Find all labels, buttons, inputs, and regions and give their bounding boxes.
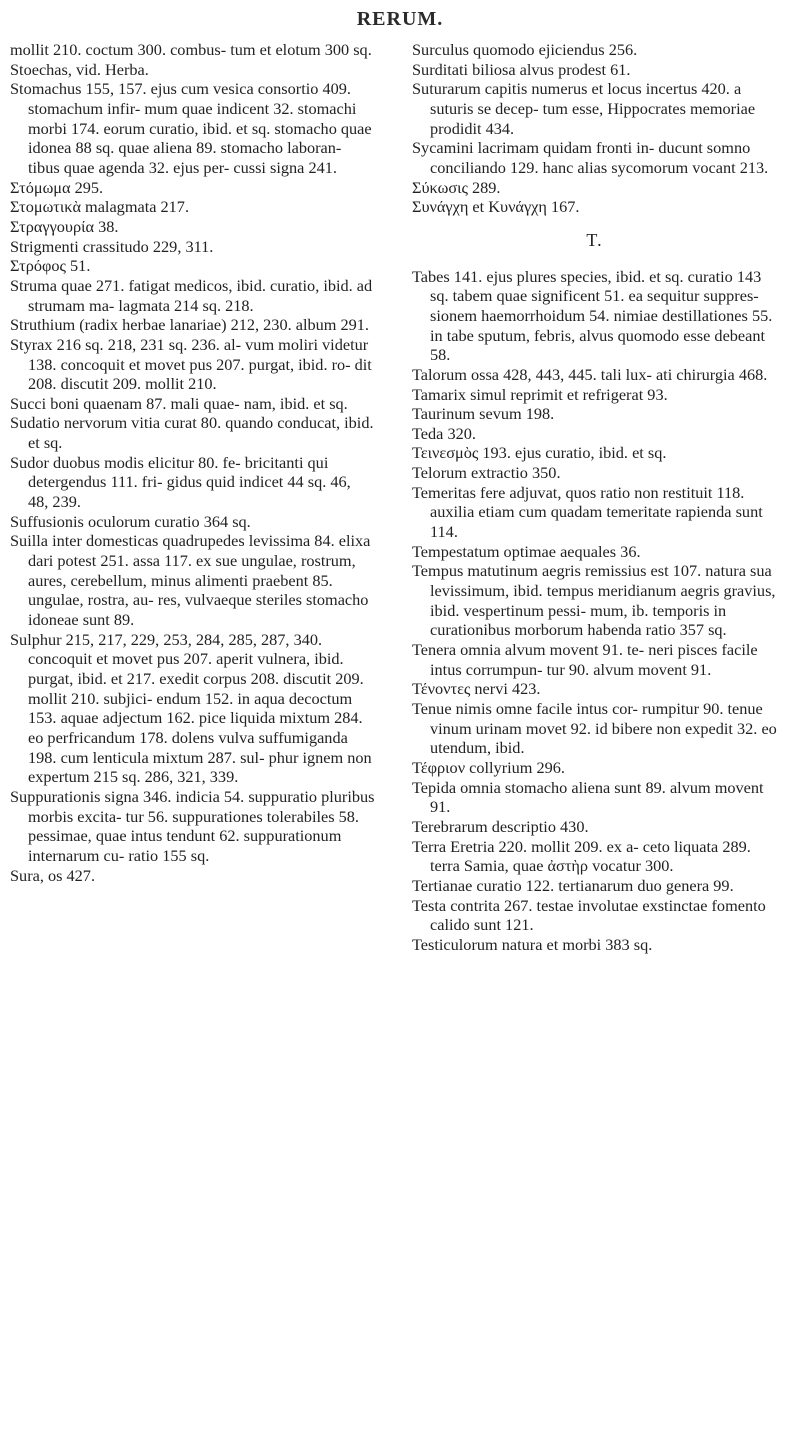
index-entry: Suilla inter domesticas quadrupedes levissima 84. elixa dari potest 251. assa 117. ex sue ungulae, rostrum, aures, cerebellum, minus alimenti praebent 85. ungulae, rostra, au- res, vulvaeque steriles stomacho idoneae sunt 89. (10, 531, 371, 630)
index-entry: Styrax 216 sq. 218, 231 sq. 236. al- vum moliri videtur 138. concoquit et movet pus 207. purgat, ibid. ro- dit 208. discutit 209. mollit 210. (10, 334, 372, 394)
index-entry: Strigmenti crassitudo 229, 311. (10, 236, 214, 256)
index-entry: Στρόφος 51. (10, 256, 91, 276)
index-entry: Teda 320. (412, 423, 476, 443)
index-entry: Suppurationis signa 346. indicia 54. suppuratio pluribus morbis excita- tur 56. suppurationes tolerabiles 58. pessimae, quae intus tendunt 62. suppurationum internarum cu- ratio 155 sq. (10, 786, 375, 865)
index-entry: Surditati biliosa alvus prodest 61. (412, 59, 631, 79)
index-entry: Succi boni quaenam 87. mali quae- nam, ibid. et sq. (10, 393, 348, 413)
index-entry: Struma quae 271. fatigat medicos, ibid. curatio, ibid. ad strumam ma- lagmata 214 sq. 218. (10, 275, 373, 315)
index-entry: Tempus matutinum aegris remissius est 107. natura sua levissimum, ibid. tempus meridianum aegris gravius, ibid. vespertinum pessi- mum, ib. temporis in curationibus morborum habenda ratio 357 sq. (412, 561, 776, 640)
index-entry: Stoechas, vid. Herba. (10, 59, 149, 79)
index-entry: Tabes 141. ejus plures species, ibid. et sq. curatio 143 sq. tabem quae significent 51. ea sequitur suppres- sionem haemorrhoidum 54. nimiae destillationes 55. in tabe sputum, febris, alvus quomodo esse debeant 58. (412, 266, 773, 365)
index-entry: Surculus quomodo ejiciendus 256. (412, 40, 638, 59)
index-entry: Struthium (radix herbae lanariae) 212, 230. album 291. (10, 315, 369, 335)
index-entry: Talorum ossa 428, 443, 445. tali lux- ati chirurgia 468. (412, 364, 768, 384)
index-entry: Telorum extractio 350. (412, 463, 561, 483)
index-entry: Terra Eretria 220. mollit 209. ex a- ceto liquata 289. terra Samia, quae ἀστὴρ vocatur 300. (412, 836, 751, 876)
index-entry: Τεινεσμὸς 193. ejus curatio, ibid. et sq. (412, 443, 667, 463)
index-entry: Tenera omnia alvum movent 91. te- neri pisces facile intus corrumpun- tur 90. alvum movent 91. (412, 640, 758, 679)
index-entry: Stomachus 155, 157. ejus cum vesica consortio 409. stomachum infir- mum quae indicent 32. stomachi morbi 174. eorum curatio, ibid. et sq. stomacho quae idonea 88 sq. quae aliena 89. stomacho laboran- tibus quae agenda 32. ejus per- cussi signa 241. (10, 79, 372, 177)
index-entry: Tertianae curatio 122. tertianarum duo genera 99. (412, 875, 734, 895)
index-entry: Συνάγχη et Κυνάγχη 167. (412, 197, 580, 217)
index-entry: mollit 210. coctum 300. combus- tum et elotum 300 sq. (10, 40, 372, 59)
index-entry: Sudatio nervorum vitia curat 80. quando conducat, ibid. et sq. (10, 413, 374, 453)
index-entry: Suffusionis oculorum curatio 364 sq. (10, 511, 251, 531)
index-entry: Sycamini lacrimam quidam fronti in- ducunt somno conciliando 129. hanc alias sycomorum vocant 213. (412, 138, 769, 177)
index-entry: Tenue nimis omne facile intus cor- rumpitur 90. tenue vinum urinam movet 92. id bibere non expedit 32. eo utendum, ibid. (412, 699, 777, 758)
running-head: RERUM. (356, 8, 444, 30)
index-entry: Στραγγουρία 38. (10, 216, 119, 236)
index-entry: Τένοντες nervi 423. (412, 679, 541, 699)
index-entry: Σύκωσις 289. (412, 177, 501, 197)
index-entry: Στομωτικὰ malagmata 217. (10, 197, 190, 217)
index-entry: Τέφριον collyrium 296. (412, 757, 566, 777)
index-entry: Στόμωμα 295. (10, 177, 104, 197)
index-entry: Sudor duobus modis elicitur 80. fe- bricitanti qui detergendus 111. fri- gidus quid indicet 44 sq. 46, 48, 239. (10, 452, 351, 512)
index-entry: Testa contrita 267. testae involutae exstinctae fomento calido sunt 121. (412, 895, 766, 935)
index-entry: Tepida omnia stomacho aliena sunt 89. alvum movent 91. (412, 777, 764, 817)
index-entry: Sulphur 215, 217, 229, 253, 284, 285, 287, 340. concoquit et movet pus 207. aperit vulnera, ibid. purgat, ibid. et 217. exedit corpus 208. discutit 209. mollit 210. subjici- endum 152. in aqua decoctum 153. aquae adjectum 162. pice liquida mixtum 284. eo perfricandum 178. dolens vulva suffumiganda 198. cum lenticula mixtum 287. sul- phur ignem non expertum 215 sq. 286, 321, 339. (10, 629, 372, 787)
index-entry: Sura, os 427. (10, 865, 96, 885)
index-entry: Taurinum sevum 198. (412, 404, 555, 424)
index-entry: Suturarum capitis numerus et locus incertus 420. a suturis se decep- tum esse, Hippocrates memoriae prodidit 434. (412, 79, 756, 138)
index-column-left (10, 40, 375, 885)
index-entry: Temeritas fere adjuvat, quos ratio non restituit 118. auxilia etiam cum quadam temeritate rapienda sunt 114. (412, 482, 763, 542)
section-letter-heading: T. (586, 229, 603, 250)
index-entry: Terebrarum descriptio 430. (412, 816, 589, 836)
index-entry: Tempestatum optimae aequales 36. (412, 541, 641, 561)
index-entry: Testiculorum natura et morbi 383 sq. (412, 934, 653, 954)
index-column-right (412, 40, 777, 955)
index-entry: Tamarix simul reprimit et refrigerat 93. (412, 384, 668, 404)
